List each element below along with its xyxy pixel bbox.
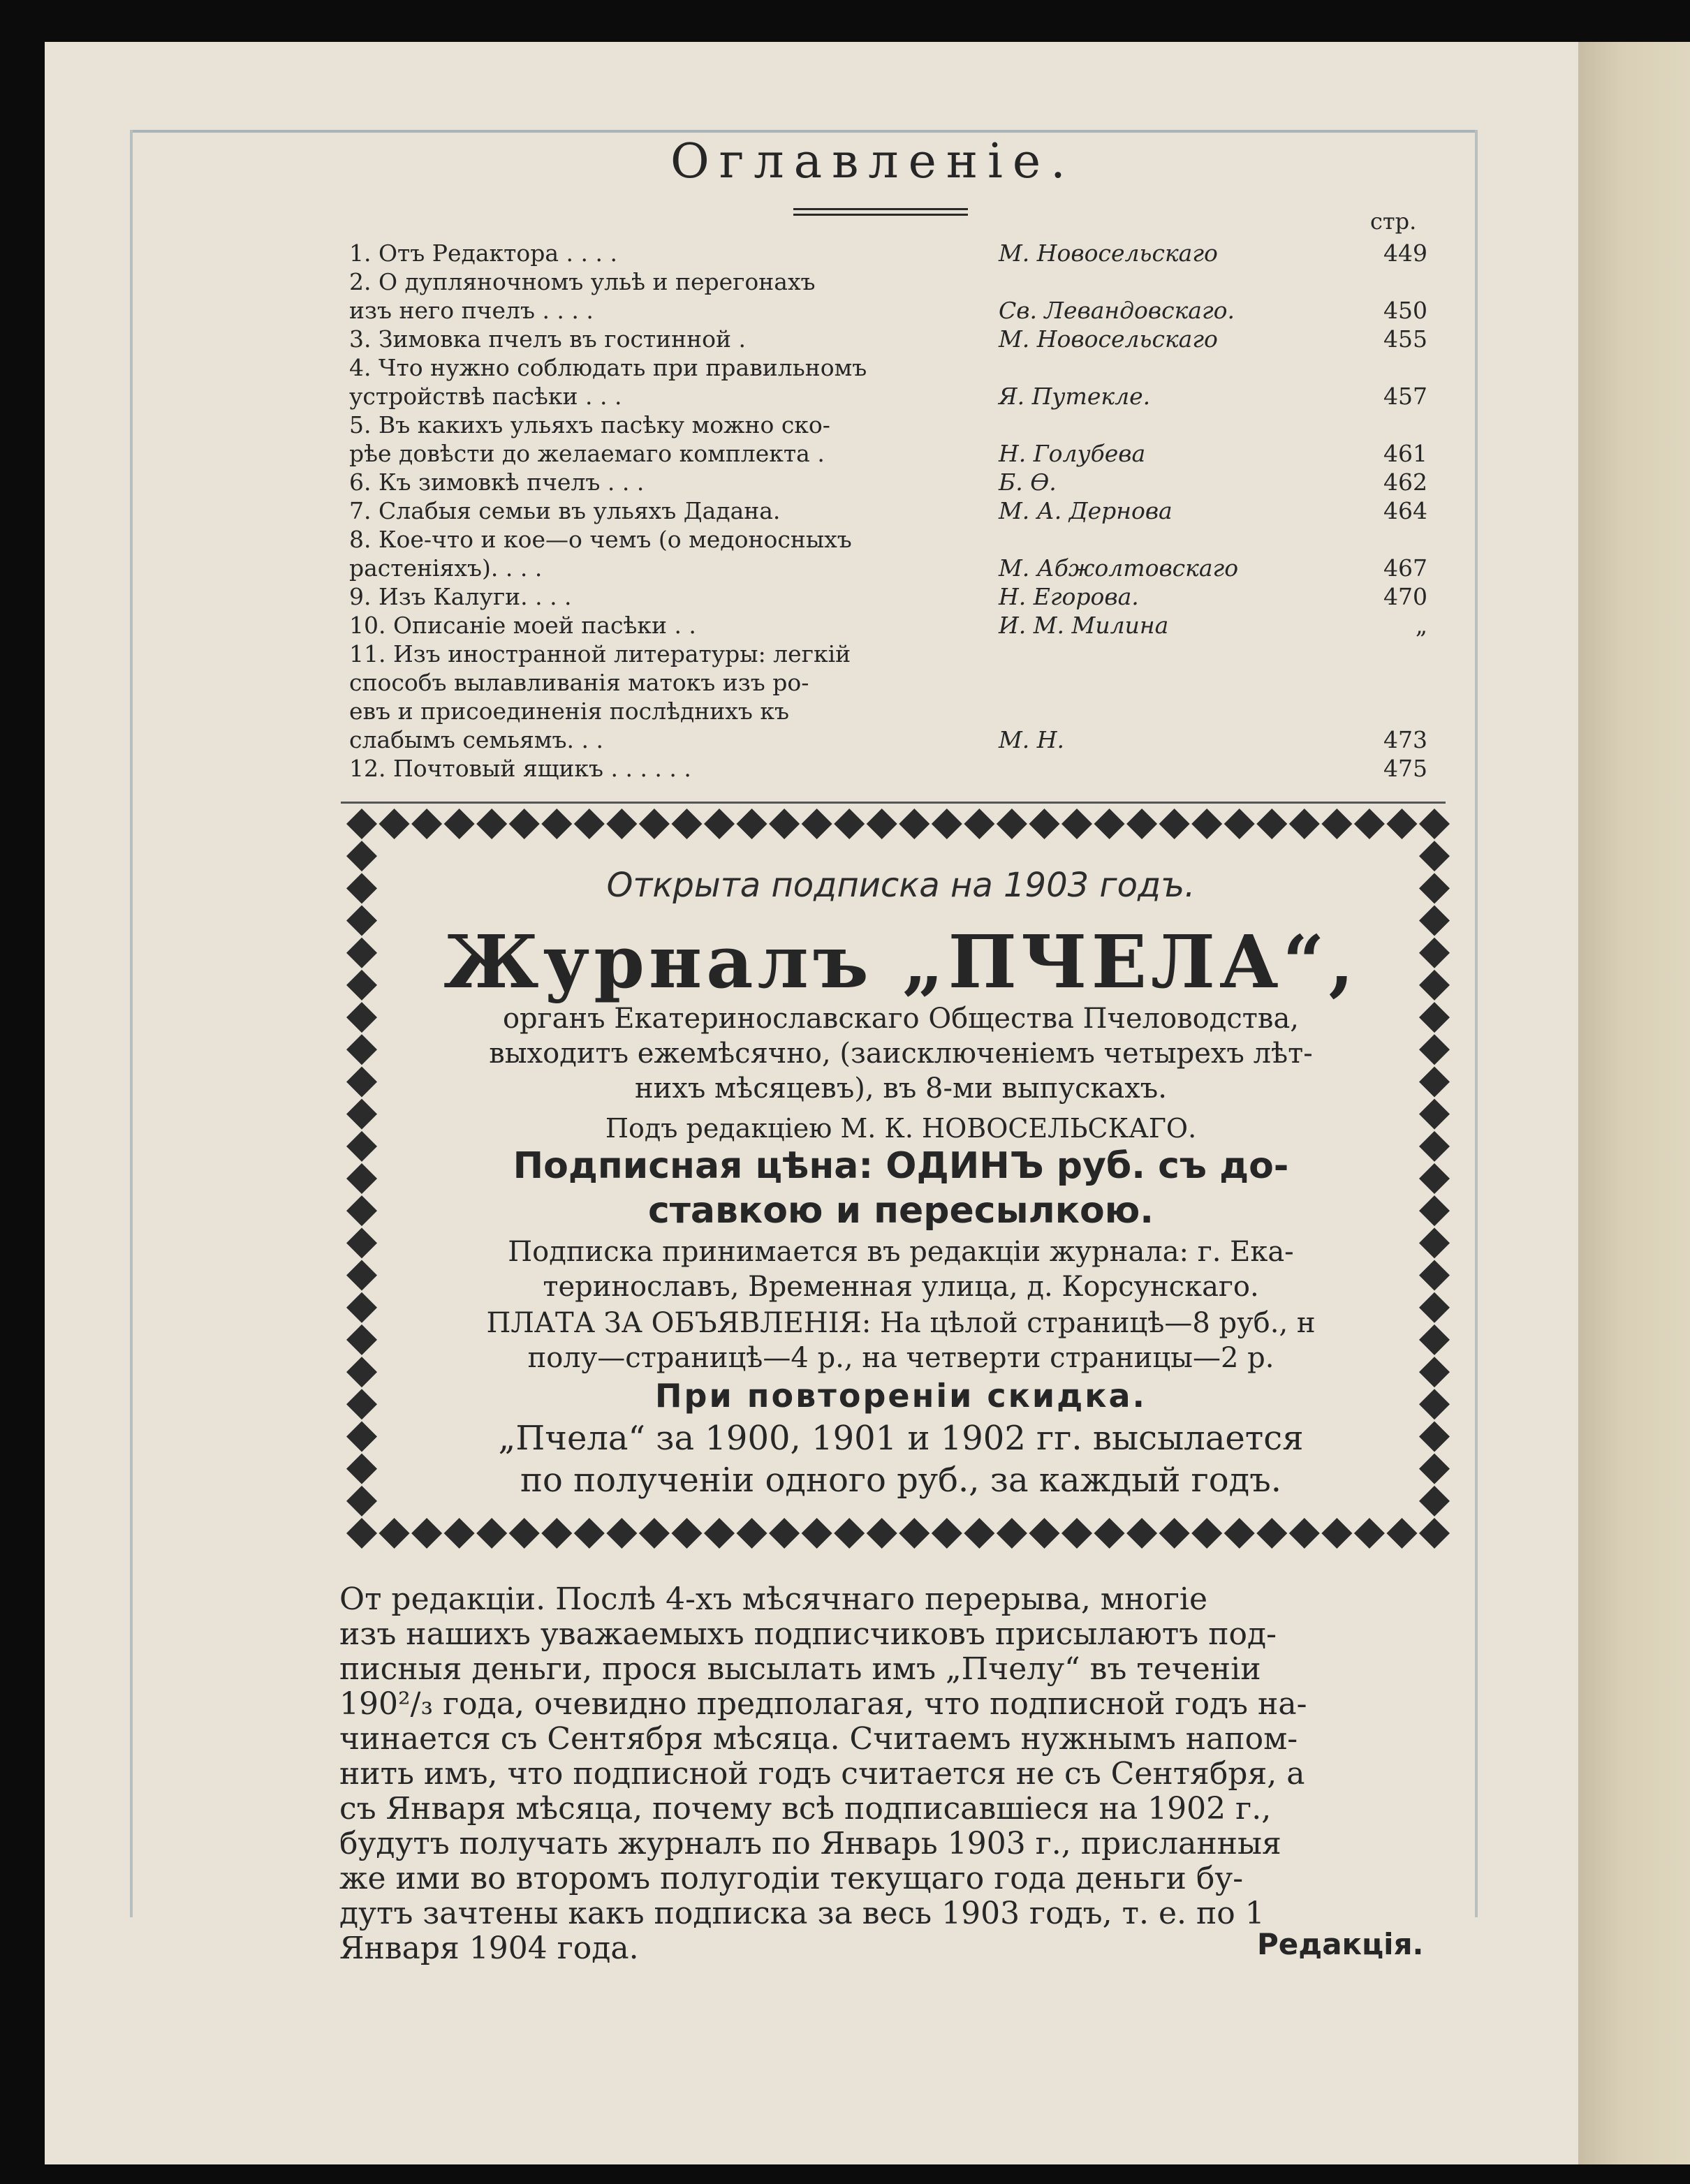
diamond-ornament [899, 1518, 930, 1549]
diamond-ornament [1224, 809, 1255, 839]
frame-left [130, 130, 133, 1917]
back-issues-line-2: по полученіи одного руб., за каждый годъ. [520, 1461, 1282, 1500]
toc-entry-page: 475 [1383, 755, 1427, 782]
toc-entry-page: 455 [1383, 325, 1427, 353]
toc-entry-page: 450 [1383, 297, 1427, 324]
diamond-ornament [476, 809, 507, 839]
diamond-ornament [639, 1518, 670, 1549]
diamond-ornament [639, 809, 670, 839]
diamond-ornament [834, 1518, 865, 1549]
diamond-ornament [1419, 841, 1450, 871]
diamond-ornament [411, 1518, 442, 1549]
accept-line-2: теринославъ, Временная улица, д. Корсунскаго. [543, 1271, 1259, 1303]
toc-entry-page: 470 [1383, 583, 1427, 610]
note-line: 190²/₃ года, очевидно предполагая, что подписной годъ на- [339, 1686, 1307, 1722]
diamond-ornament [346, 1486, 377, 1517]
accept-line-1: Подписка принимается въ редакціи журнала: г. Ека- [508, 1236, 1294, 1268]
diamond-ornament [1191, 1518, 1222, 1549]
diamond-ornament [1419, 1389, 1450, 1419]
toc-entry-page: „ [1415, 612, 1427, 639]
section-divider [341, 802, 1446, 804]
frame-top [130, 130, 1478, 133]
diamond-ornament [802, 809, 832, 839]
diamond-ornament [346, 1002, 377, 1033]
toc-entry-title: 9. Изъ Калуги. . . . [349, 583, 572, 610]
note-line: нить имъ, что подписной годъ считается не съ Сентября, а [339, 1756, 1305, 1792]
diamond-ornament [1419, 906, 1450, 936]
toc-entry-author: Н. Голубева [999, 440, 1146, 467]
diamond-ornament [1419, 1292, 1450, 1323]
toc-entry-title: устройствѣ пасѣки . . . [349, 383, 622, 410]
diamond-ornament [1419, 1518, 1450, 1549]
diamond-ornament [346, 841, 377, 871]
title-rule [793, 214, 968, 216]
toc-entry-author: М. Новосельскаго [999, 239, 1218, 267]
diamond-ornament [1321, 809, 1352, 839]
diamond-ornament [899, 809, 930, 839]
note-line: чинается съ Сентября мѣсяца. Считаемъ нужнымъ напом- [339, 1721, 1298, 1757]
diamond-ornament [541, 809, 572, 839]
diamond-ornament [444, 809, 475, 839]
diamond-ornament [541, 1518, 572, 1549]
toc-entry-page: 462 [1383, 468, 1427, 496]
toc-entry-author: Н. Егорова. [999, 583, 1139, 610]
toc-entry-page: 449 [1383, 239, 1427, 267]
ad-line-2: выходитъ ежемѣсячно, (заисключеніемъ четырехъ лѣт- [489, 1038, 1313, 1070]
diamond-ornament [346, 1292, 377, 1323]
journal-title: Журналъ „ПЧЕЛА“, [443, 919, 1358, 1005]
diamond-ornament [769, 809, 800, 839]
diamond-ornament [346, 1099, 377, 1130]
toc-entry-title: 7. Слабыя семьи въ ульяхъ Дадана. [349, 497, 781, 524]
diamond-ornament [346, 1066, 377, 1097]
diamond-ornament [1419, 1131, 1450, 1162]
toc-entry-title: рѣе довѣсти до желаемаго комплекта . [349, 440, 825, 467]
toc-entry-title: 6. Къ зимовкѣ пчелъ . . . [349, 468, 645, 496]
ad-line-1: органъ Екатеринославскаго Общества Пчеловодства, [502, 1003, 1300, 1035]
diamond-ornament [1419, 809, 1450, 839]
page-column-header: стр. [1370, 208, 1417, 235]
toc-entry-title: 1. Отъ Редактора . . . . [349, 239, 617, 267]
toc-title: Оглавленіе. [670, 134, 1075, 189]
diamond-ornament [1419, 938, 1450, 968]
diamond-ornament [1419, 1195, 1450, 1226]
diamond-ornament [964, 1518, 994, 1549]
diamond-ornament [1094, 809, 1125, 839]
toc-entry-title: 5. Въ какихъ ульяхъ пасѣку можно ско- [349, 411, 830, 438]
price-line-2: ставкою и пересылкою. [647, 1190, 1154, 1232]
diamond-ornament [606, 1518, 637, 1549]
diamond-ornament [411, 809, 442, 839]
diamond-ornament [346, 1260, 377, 1291]
diamond-ornament [1126, 1518, 1157, 1549]
diamond-ornament [1354, 809, 1385, 839]
diamond-ornament [346, 970, 377, 1001]
diamond-ornament [379, 1518, 410, 1549]
diamond-ornament [1419, 1227, 1450, 1258]
diamond-ornament [1419, 873, 1450, 903]
diamond-ornament [346, 1195, 377, 1226]
diamond-ornament [1159, 1518, 1190, 1549]
editor-line: Подъ редакціею М. К. НОВОСЕЛЬСКАГО. [605, 1113, 1197, 1144]
diamond-ornament [1354, 1518, 1385, 1549]
diamond-ornament [1061, 1518, 1092, 1549]
title-rule [793, 208, 968, 210]
diamond-ornament [1061, 809, 1092, 839]
diamond-ornament [346, 1518, 377, 1549]
diamond-ornament [606, 809, 637, 839]
diamond-ornament [509, 809, 540, 839]
note-line: будутъ получать журналъ по Январь 1903 г., присланныя [339, 1826, 1281, 1861]
diamond-ornament [1419, 1034, 1450, 1065]
diamond-ornament [476, 1518, 507, 1549]
diamond-ornament [802, 1518, 832, 1549]
diamond-ornament [1094, 1518, 1125, 1549]
diamond-ornament [1419, 1260, 1450, 1291]
toc-entry-author: Св. Левандовскаго. [999, 297, 1235, 324]
diamond-ornament [346, 1357, 377, 1387]
diamond-ornament [1419, 1163, 1450, 1194]
subscription-heading: Открыта подписка на 1903 годъ. [606, 866, 1196, 905]
diamond-ornament [1256, 1518, 1287, 1549]
toc-entry-author: Б. Ѳ. [999, 468, 1057, 496]
diamond-ornament [346, 1034, 377, 1065]
toc-entry-page: 467 [1383, 554, 1427, 582]
note-line: писныя деньги, прося высылать имъ „Пчелу“ въ теченіи [339, 1651, 1261, 1687]
diamond-ornament [379, 809, 410, 839]
diamond-ornament [1419, 1454, 1450, 1484]
diamond-ornament [671, 809, 702, 839]
diamond-ornament [1419, 970, 1450, 1001]
toc-entry-author: И. М. Милина [999, 612, 1169, 639]
diamond-ornament [1029, 809, 1059, 839]
diamond-ornament [1289, 809, 1320, 839]
note-line: же ими во второмъ полугодіи текущаго года деньги бу- [339, 1861, 1244, 1896]
diamond-ornament [1419, 1486, 1450, 1517]
toc-entry-title: 10. Описаніе моей пасѣки . . [349, 612, 696, 639]
diamond-ornament [1386, 809, 1417, 839]
toc-entry-title: растеніяхъ). . . . [349, 554, 543, 582]
toc-entry-title: 2. О дупляночномъ ульѣ и перегонахъ [349, 268, 816, 295]
note-line: От редакціи. Послѣ 4-хъ мѣсячнаго перерыва, многіе [339, 1581, 1207, 1617]
toc-entry-author: Я. Путекле. [999, 383, 1151, 410]
note-line: съ Января мѣсяца, почему всѣ подписавшіеся на 1902 г., [339, 1791, 1272, 1827]
diamond-ornament [932, 1518, 962, 1549]
diamond-ornament [737, 1518, 767, 1549]
toc-entry-author: М. А. Дернова [999, 497, 1173, 524]
note-line: Января 1904 года. [339, 1931, 639, 1966]
note-line: дутъ зачтены какъ подписка за весь 1903 годъ, т. е. по 1 [339, 1896, 1265, 1931]
diamond-ornament [346, 1389, 377, 1419]
diamond-ornament [1256, 809, 1287, 839]
diamond-ornament [1191, 809, 1222, 839]
diamond-ornament [346, 1227, 377, 1258]
diamond-ornament [867, 809, 897, 839]
diamond-ornament [574, 1518, 605, 1549]
toc-entry-title: 8. Кое-что и кое—о чемъ (о медоносныхъ [349, 526, 852, 553]
toc-entry-author: М. Новосельскаго [999, 325, 1218, 353]
price-line-1: Подписная цѣна: ОДИНЪ руб. съ до- [513, 1145, 1289, 1187]
diamond-ornament [997, 1518, 1027, 1549]
diamond-ornament [932, 809, 962, 839]
diamond-ornament [1419, 1357, 1450, 1387]
diamond-ornament [964, 809, 994, 839]
diamond-ornament [346, 938, 377, 968]
diamond-ornament [346, 1325, 377, 1355]
fee-line-2: полу—страницѣ—4 р., на четверти страницы—2 р. [527, 1342, 1274, 1374]
diamond-ornament [346, 1421, 377, 1452]
diamond-ornament [346, 809, 377, 839]
toc-entry-title: 12. Почтовый ящикъ . . . . . . [349, 755, 691, 782]
diamond-ornament [346, 873, 377, 903]
diamond-ornament [867, 1518, 897, 1549]
diamond-ornament [1159, 809, 1190, 839]
toc-entry-page: 457 [1383, 383, 1427, 410]
toc-entry-author: М. Н. [999, 726, 1065, 753]
ad-line-3: нихъ мѣсяцевъ), въ 8-ми выпускахъ. [635, 1072, 1167, 1105]
diamond-ornament [1419, 1066, 1450, 1097]
diamond-ornament [1419, 1421, 1450, 1452]
toc-entry-title: 3. Зимовка пчелъ въ гостинной . [349, 325, 747, 353]
diamond-ornament [1419, 1325, 1450, 1355]
toc-entry-title: изъ него пчелъ . . . . [349, 297, 594, 324]
fee-line-1: ПЛАТА ЗА ОБЪЯВЛЕНІЯ: На цѣлой страницѣ—8 руб., н [486, 1307, 1316, 1339]
toc-entry-page: 461 [1383, 440, 1427, 467]
diamond-ornament [834, 809, 865, 839]
diamond-ornament [509, 1518, 540, 1549]
diamond-ornament [737, 809, 767, 839]
diamond-ornament [671, 1518, 702, 1549]
diamond-ornament [346, 1454, 377, 1484]
diamond-ornament [346, 1163, 377, 1194]
diamond-ornament [997, 809, 1027, 839]
page-gutter [1578, 42, 1690, 2164]
diamond-ornament [1289, 1518, 1320, 1549]
toc-entry-title: способъ вылавливанія матокъ изъ ро- [349, 669, 809, 696]
toc-entry-page: 464 [1383, 497, 1427, 524]
diamond-ornament [1126, 809, 1157, 839]
diamond-ornament [1386, 1518, 1417, 1549]
diamond-ornament [1419, 1002, 1450, 1033]
diamond-ornament [704, 1518, 735, 1549]
toc-entry-author: М. Абжолтовскаго [999, 554, 1239, 582]
toc-entry-title: слабымъ семьямъ. . . [349, 726, 603, 753]
diamond-ornament [574, 809, 605, 839]
diamond-ornament [1419, 1099, 1450, 1130]
signature: Редакція. [1257, 1927, 1424, 1961]
diamond-ornament [769, 1518, 800, 1549]
toc-entry-title: евъ и присоединенія послѣднихъ къ [349, 698, 789, 725]
back-issues-line-1: „Пчела“ за 1900, 1901 и 1902 гг. высылается [498, 1419, 1304, 1458]
diamond-ornament [1029, 1518, 1059, 1549]
discount-line: При повтореніи скидка. [655, 1377, 1147, 1415]
frame-right [1475, 130, 1478, 1917]
toc-entry-title: 4. Что нужно соблюдать при правильномъ [349, 354, 867, 381]
diamond-ornament [346, 906, 377, 936]
diamond-ornament [444, 1518, 475, 1549]
diamond-ornament [1224, 1518, 1255, 1549]
diamond-ornament [1321, 1518, 1352, 1549]
note-line: изъ нашихъ уважаемыхъ подписчиковъ присылаютъ под- [339, 1616, 1277, 1652]
diamond-ornament [704, 809, 735, 839]
toc-entry-title: 11. Изъ иностранной литературы: легкій [349, 640, 851, 667]
diamond-ornament [346, 1131, 377, 1162]
toc-entry-page: 473 [1383, 726, 1427, 753]
